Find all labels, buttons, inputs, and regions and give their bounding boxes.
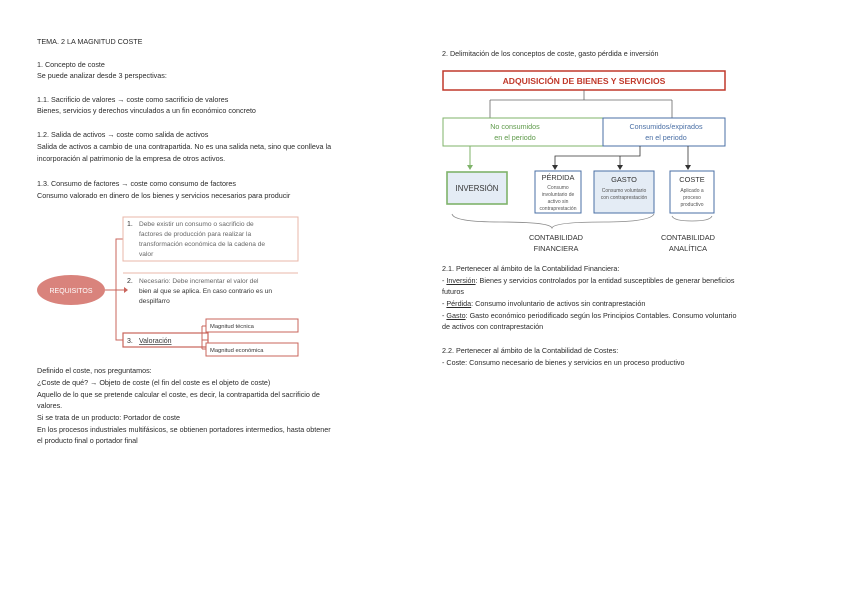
page-title: TEMA. 2 LA MAGNITUD COSTE [37,37,143,46]
gasto-definition-cont: de activos con contraprestación [442,322,544,331]
requisito-2-number: 2. [127,278,133,285]
dash: - [442,299,447,308]
section-1-2-text-2: incorporación al patrimonio de la empresa de otros activos. [37,154,226,163]
magnitud-economica-label: Magnitud económica [210,348,264,354]
no-consumidos-line-1: No consumidos [490,122,540,131]
coste-flow-diagram [440,68,730,260]
requisito-1-line-2: factores de producción para realizar la [139,231,252,238]
contabilidad-financiera-line-1: CONTABILIDAD [528,233,584,242]
dash: - [442,311,447,320]
gasto-desc-1: Consumo voluntario [601,188,647,194]
consumidos-line-1: Consumidos/expirados [629,122,703,131]
coste-desc-1: Aplicado a [680,188,704,194]
conclusion-line-6: En los procesos industriales multifásicos, se obtienen portadores intermedios, hasta obtener [37,425,331,434]
gasto-title: GASTO [611,175,637,184]
section-1-heading: 1. Concepto de coste [37,60,105,69]
perdida-desc-2: involuntario de [541,192,575,198]
requisito-1-line-4: valor [139,251,154,258]
conclusion-line-1: Definido el coste, nos preguntamos: [37,366,152,375]
adquisicion-header-label: ADQUISICIÓN DE BIENES Y SERVICIOS [502,76,666,86]
requisito-3-number: 3. [127,338,133,345]
no-consumidos-line-2: en el periodo [494,133,536,142]
inversion-definition-cont: futuros [442,287,464,296]
gasto-definition [442,311,736,321]
magnitud-tecnica-label: Magnitud técnica [210,324,254,330]
consumidos-line-2: en el periodo [645,133,687,142]
requisitos-diagram [30,213,310,363]
contabilidad-analitica-line-1: CONTABILIDAD [660,233,716,242]
requisitos-label: REQUISITOS [49,288,93,295]
requisito-2-line-1: Necesario: Debe incrementar el valor del [139,278,259,285]
section-2-1-heading: 2.1. Pertenecer al ámbito de la Contabilidad Financiera: [442,264,620,273]
requisito-2-line-3: despilfarro [139,298,170,305]
coste-desc-2: proceso [683,195,701,201]
section-1-3-text: Consumo valorado en dinero de los bienes y servicios necesarios para producir [37,191,291,200]
section-1-2-heading: 1.2. Salida de activos → coste como salida de activos [37,130,209,139]
gasto-term: Gasto [446,311,466,320]
perdida-desc-3: activo sin [547,199,569,205]
dash: - [442,276,447,285]
section-1-3-heading: 1.3. Consumo de factores → coste como consumo de factores [37,179,236,188]
gasto-def: : Gasto económico periodificado según los Principios Contables. Consumo voluntario [465,311,737,320]
requisito-1-number: 1. [127,221,133,228]
conclusion-line-5: Si se trata de un producto: Portador de coste [37,413,181,422]
coste-desc-3: productivo [680,202,704,208]
inversion-definition [442,276,734,286]
contabilidad-financiera-line-2: FINANCIERA [533,244,579,253]
section-2-heading: 2. Delimitación de los conceptos de coste, gasto pérdida e inversión [442,49,659,58]
conclusion-line-3: Aquello de lo que se pretende calcular el coste, es decir, la contrapartida del sacrificio de [37,390,320,399]
inversion-term: Inversión [446,276,476,285]
gasto-desc-2: con contraprestación [600,195,648,201]
perdida-desc-1: Consumo [547,185,569,191]
perdida-def: : Consumo involuntario de activos sin contraprestación [471,299,646,308]
perdida-term: Pérdida [446,299,472,308]
contabilidad-analitica-line-2: ANALÍTICA [668,244,708,253]
section-1-text: Se puede analizar desde 3 perspectivas: [37,71,167,80]
requisito-2-line-2: bien al que se aplica. En caso contrario es un [139,288,273,295]
section-1-2-text-1: Salida de activos a cambio de una contrapartida. No es una salida neta, sino que conlleva la [37,142,332,151]
requisito-1-line-1: Debe existir un consumo o sacrificio de [139,221,254,228]
inversion-def: : Bienes y servicios controlados por la entidad susceptibles de generar beneficios [475,276,735,285]
inversion-label: INVERSIÓN [455,184,499,193]
conclusion-line-7: el producto final o portador final [37,436,138,445]
conclusion-line-2: ¿Coste de qué? → Objeto de coste (el fin del coste es el objeto de coste) [37,378,271,387]
section-1-1-heading: 1.1. Sacrificio de valores → coste como sacrificio de valores [37,95,229,104]
perdida-definition [442,299,645,309]
conclusion-line-4: valores. [37,401,63,410]
perdida-title: PÉRDIDA [541,173,575,182]
section-2-2-heading: 2.2. Pertenecer al ámbito de la Contabilidad de Costes: [442,346,619,355]
coste-definition: - Coste: Consumo necesario de bienes y servicios en un proceso productivo [442,358,685,367]
requisito-1-line-3: transformación económica de la cadena de [139,241,266,248]
perdida-desc-4: contraprestación [539,206,577,212]
section-1-1-text: Bienes, servicios y derechos vinculados a un fin económico concreto [37,106,256,115]
requisito-3-label: Valoración [139,338,172,345]
coste-title: COSTE [679,175,705,184]
